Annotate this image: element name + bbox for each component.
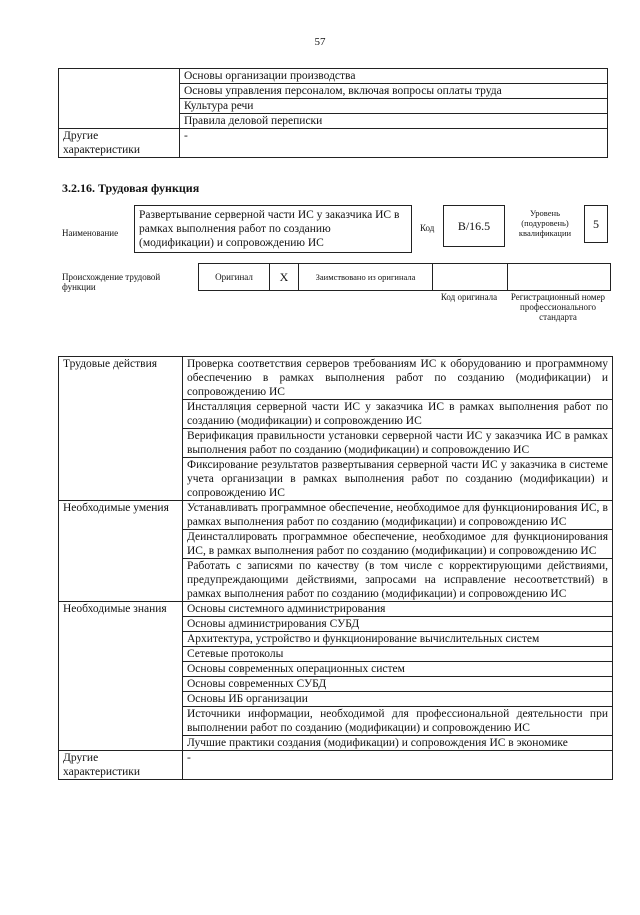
origin-table xyxy=(198,263,611,291)
knowledge-item: Основы современных СУБД xyxy=(183,677,613,692)
other-characteristics-value: - xyxy=(180,129,608,158)
knowledge-item: Лучшие практики создания (модификации) и сопровождения ИС в экономике xyxy=(183,736,613,751)
other-characteristics-value: - xyxy=(183,751,613,780)
borrowed-label: Заимствовано из оригинала xyxy=(299,264,433,291)
knowledge-item: Архитектура, устройство и функционирование вычислительных систем xyxy=(183,632,613,647)
level-value: 5 xyxy=(584,205,608,243)
knowledge-item: Основы системного администрирования xyxy=(183,602,613,617)
other-characteristics-label: Другие характеристики xyxy=(59,129,180,158)
knowledge-item: Основы администрирования СУБД xyxy=(183,617,613,632)
code-value: B/16.5 xyxy=(443,205,505,247)
other-characteristics-label: Другие характеристики xyxy=(59,751,183,780)
action-item: Верификация правильности установки серверной части ИС у заказчика ИС в рамках выполнения работ по созданию (модификации) и сопровождению ИС xyxy=(183,429,613,458)
section-title: 3.2.16. Трудовая функция xyxy=(62,181,200,195)
code-original-cell xyxy=(433,264,508,291)
code-original-label: Код оригинала xyxy=(440,292,498,302)
action-item: Фиксирование результатов развертывания серверной части ИС у заказчика в системе учета организации в рамках выполнения работ по созданию (модификации) и сопровождению ИС xyxy=(183,458,613,501)
skill-item: Устанавливать программное обеспечение, необходимое для функционирования ИС, в рамках выполнения работ по созданию (модификации) и сопровождению ИС xyxy=(183,501,613,530)
page-number: 57 xyxy=(314,36,326,48)
name-label: Наименование xyxy=(62,228,119,238)
action-item: Инсталляция серверной части ИС у заказчика ИС в рамках выполнения работ по созданию (модификации) и сопровождению ИС xyxy=(183,400,613,429)
actions-label: Трудовые действия xyxy=(59,357,183,501)
knowledge-item: Сетевые протоколы xyxy=(183,647,613,662)
reg-number-label: Регистрационный номер профессионального стандарта xyxy=(510,292,606,322)
knowledge-item: Правила деловой переписки xyxy=(180,114,608,129)
original-label: Оригинал xyxy=(199,264,270,291)
knowledge-continuation-table xyxy=(58,68,608,158)
origin-label: Происхождение трудовой функции xyxy=(62,272,161,292)
skill-item: Работать с записями по качеству (в том числе с корректирующими действиями, предупреждающими действиями, запросами на исправление несоответствий) в рамках выполнения работ по созданию (модификации) и сопровождению ИС xyxy=(183,559,613,602)
knowledge-item: Основы ИБ организации xyxy=(183,692,613,707)
level-label: Уровень (подуровень) квалификации xyxy=(518,208,572,238)
knowledge-item: Основы современных операционных систем xyxy=(183,662,613,677)
knowledge-label: Необходимые знания xyxy=(59,602,183,751)
original-mark: X xyxy=(270,264,299,291)
function-details-table xyxy=(58,356,613,780)
function-name-value: Развертывание серверной части ИС у заказчика ИС в рамках выполнения работ по созданию (модификации) и сопровождению ИС xyxy=(134,205,412,253)
knowledge-item: Основы организации производства xyxy=(180,69,608,84)
knowledge-item: Основы управления персоналом, включая вопросы оплаты труда xyxy=(180,84,608,99)
empty-label-cell xyxy=(59,69,180,129)
code-label: Код xyxy=(420,223,435,233)
skills-label: Необходимые умения xyxy=(59,501,183,602)
reg-number-cell xyxy=(508,264,611,291)
knowledge-item: Источники информации, необходимой для профессиональной деятельности при выполнении работ по созданию (модификации) и сопровождению ИС xyxy=(183,707,613,736)
knowledge-item: Культура речи xyxy=(180,99,608,114)
action-item: Проверка соответствия серверов требованиям ИС к оборудованию и программному обеспечению в рамках выполнения работ по созданию (модификации) и сопровождению ИС xyxy=(183,357,613,400)
skill-item: Деинсталлировать программное обеспечение, необходимое для функционирования ИС, в рамках выполнения работ по созданию (модификации) и сопровождению ИС xyxy=(183,530,613,559)
